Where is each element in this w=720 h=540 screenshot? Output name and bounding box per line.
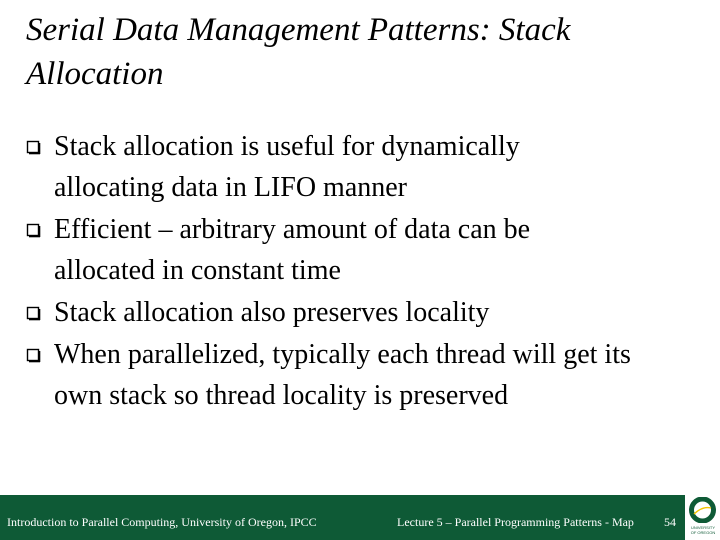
checkbox-bullet-icon [26, 348, 41, 363]
slide-title-line-2: Allocation [26, 56, 164, 92]
slide-title [26, 8, 706, 96]
logo-wordmark-line-1: UNIVERSITY [690, 525, 715, 530]
bullet-line-2: own stack so thread locality is preserved [54, 380, 509, 411]
logo-wordmark-line-2: OF OREGON [690, 530, 716, 535]
bullet-item [26, 126, 716, 208]
bullet-line-2: allocating data in LIFO manner [54, 172, 407, 203]
checkbox-bullet-icon [26, 140, 41, 155]
bullet-item [26, 334, 716, 416]
uo-logo-icon [689, 497, 716, 523]
checkbox-bullet-icon [26, 306, 41, 321]
bullet-line-1: Efficient – arbitrary amount of data can be [54, 214, 531, 245]
footer-lecture-text: Lecture 5 – Parallel Programming Patterns - Map [397, 515, 634, 529]
university-logo [685, 495, 720, 540]
checkbox-bullet-icon [26, 223, 41, 238]
bullet-line-1: Stack allocation also preserves locality [54, 297, 490, 328]
page-number: 54 [664, 515, 676, 529]
footer-bar [0, 495, 685, 540]
bullet-item [26, 292, 716, 333]
footer-course-text: Introduction to Parallel Computing, University of Oregon, IPCC [7, 515, 317, 529]
slide-title-line-1: Serial Data Management Patterns: Stack [26, 12, 571, 48]
bullet-line-2: allocated in constant time [54, 255, 341, 286]
logo-wordmark [686, 525, 720, 535]
bullet-list [26, 126, 716, 417]
bullet-line-1: Stack allocation is useful for dynamically [54, 131, 520, 162]
bullet-line-1: When parallelized, typically each thread will get its [54, 339, 631, 370]
bullet-item [26, 209, 716, 291]
